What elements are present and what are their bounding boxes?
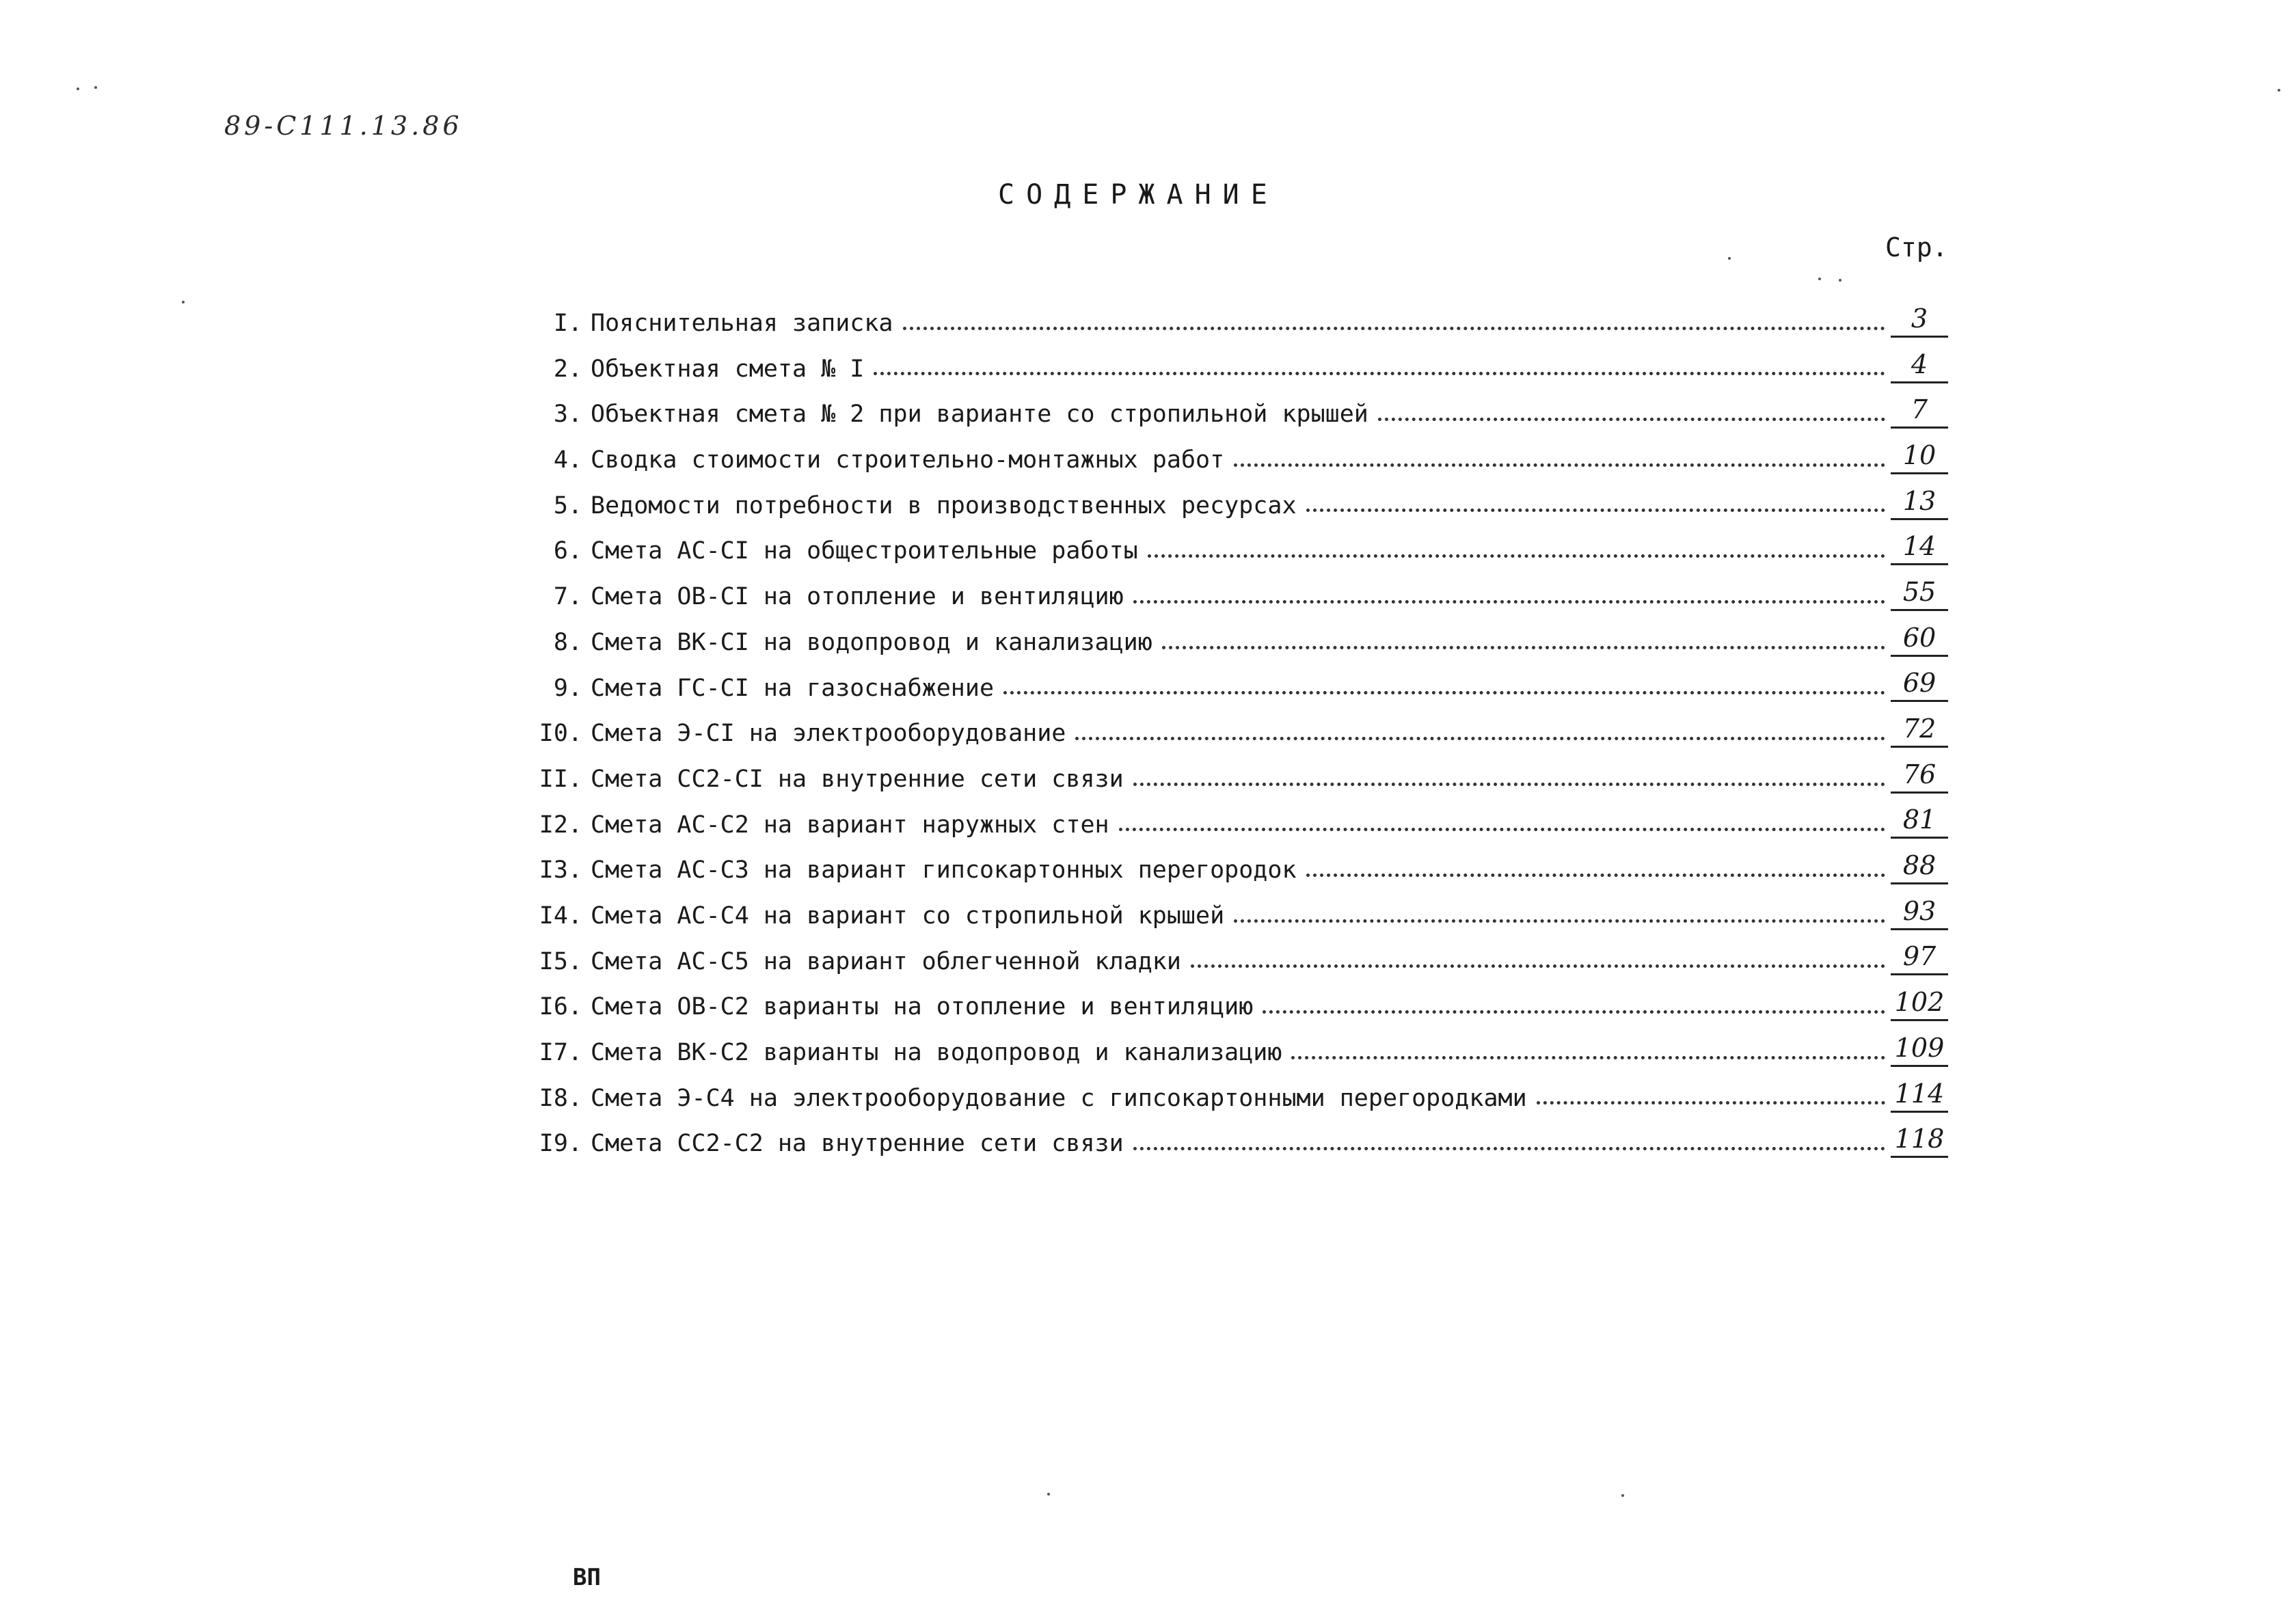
toc-entry-number: 3. — [553, 401, 582, 429]
toc-entry-title: Объектная смета № I — [591, 355, 865, 383]
scan-speck — [1839, 279, 1841, 282]
toc-entry-page: 81 — [1891, 802, 1948, 839]
toc-entry-page: 97 — [1891, 939, 1948, 975]
toc-dot-leader — [1148, 554, 1885, 558]
toc-entry-title: Смета АС-С5 на вариант облегченной кладки — [591, 947, 1181, 975]
toc-entry — [533, 1121, 1948, 1167]
toc-entry — [533, 528, 1948, 574]
toc-dot-leader — [1003, 691, 1885, 694]
toc-entry-number: 6. — [553, 537, 582, 565]
toc-entry-title: Смета ВК-СI на водопровод и канализацию — [591, 628, 1152, 656]
toc-entry-number: I0. — [539, 720, 582, 748]
toc-entry-title: Смета АС-СI на общестроительные работы — [591, 537, 1138, 565]
toc-entry — [533, 939, 1948, 985]
toc-entry-title: Смета СС2-С2 на внутренние сети связи — [591, 1130, 1124, 1158]
toc-entry-number: 5. — [553, 491, 582, 519]
toc-entry-page: 3 — [1891, 301, 1948, 338]
scan-speck — [1818, 278, 1821, 280]
toc-entry-title: Пояснительная записка — [591, 310, 893, 337]
toc-entry-page: 10 — [1891, 438, 1948, 474]
toc-entry-number: I4. — [539, 902, 582, 930]
footer-mark: ВП — [573, 1564, 601, 1591]
scan-speck — [182, 301, 185, 303]
page-title: СОДЕРЖАНИЕ — [998, 179, 1279, 211]
scan-speck — [1621, 1494, 1624, 1497]
toc-entry-number: 4. — [553, 446, 582, 474]
toc-entry — [533, 620, 1948, 666]
toc-entry-page: 4 — [1891, 347, 1948, 383]
toc-entry-page: 7 — [1891, 392, 1948, 429]
toc-entry-title: Смета ОВ-СI на отопление и вентиляцию — [591, 583, 1124, 611]
toc-entry — [533, 802, 1948, 848]
toc-entry — [533, 666, 1948, 712]
toc-entry-number: 8. — [553, 628, 582, 656]
toc-entry-number: 9. — [553, 674, 582, 702]
toc-dot-leader — [1306, 874, 1885, 877]
toc-entry — [533, 347, 1948, 392]
toc-entry-page: 114 — [1891, 1077, 1948, 1113]
toc-entry-page: 118 — [1891, 1122, 1948, 1158]
toc-entry-page: 69 — [1891, 666, 1948, 702]
toc-entry — [533, 1076, 1948, 1122]
toc-dot-leader — [874, 372, 1885, 375]
toc-entry-page: 55 — [1891, 575, 1948, 611]
toc-entry — [533, 893, 1948, 939]
toc-entry-number: I2. — [539, 811, 582, 839]
toc-entry-page: 76 — [1891, 757, 1948, 794]
toc-entry — [533, 574, 1948, 620]
toc-entry-title: Смета Э-СI на электрооборудование — [591, 720, 1066, 748]
toc-entry — [533, 301, 1948, 347]
toc-dot-leader — [1378, 418, 1885, 421]
toc-dot-leader — [1191, 964, 1885, 968]
toc-entry-title: Смета ГС-СI на газоснабжение — [591, 674, 995, 702]
toc-entry-page: 60 — [1891, 621, 1948, 657]
toc-dot-leader — [1133, 600, 1885, 604]
toc-entry-title: Сводка стоимости строительно-монтажных работ — [591, 446, 1225, 474]
toc-entry-page: 93 — [1891, 894, 1948, 930]
toc-dot-leader — [1119, 828, 1885, 831]
document-code: 89-С111.13.86 — [224, 111, 463, 141]
scan-speck — [1728, 257, 1731, 260]
scan-speck — [1047, 1493, 1050, 1496]
toc-dot-leader — [1291, 1056, 1885, 1059]
toc-entry-page: 72 — [1891, 712, 1948, 748]
toc-dot-leader — [903, 327, 1885, 330]
toc-entry-title: Смета ВК-С2 варианты на водопровод и канализацию — [591, 1039, 1282, 1066]
toc-entry — [533, 711, 1948, 757]
toc-entry — [533, 1030, 1948, 1076]
toc-entry-number: II. — [539, 765, 582, 793]
toc-entry — [533, 757, 1948, 802]
toc-entry-number: I5. — [539, 947, 582, 975]
toc-dot-leader — [1133, 783, 1885, 786]
toc-entry-number: I8. — [539, 1084, 582, 1112]
toc-entry-title: Смета АС-С2 на вариант наружных стен — [591, 811, 1109, 839]
toc-entry-title: Смета ОВ-С2 варианты на отопление и вентиляцию — [591, 993, 1254, 1021]
toc-dot-leader — [1162, 646, 1885, 649]
scan-speck — [2278, 89, 2280, 92]
toc-entry — [533, 483, 1948, 529]
toc-entry-page: 13 — [1891, 484, 1948, 520]
toc-entry-number: I. — [553, 310, 582, 337]
toc-entry-page: 14 — [1891, 529, 1948, 565]
toc-entry-number: I7. — [539, 1039, 582, 1066]
table-of-contents — [533, 301, 1948, 1167]
toc-entry-number: 2. — [553, 355, 582, 383]
toc-entry — [533, 848, 1948, 893]
toc-dot-leader — [1263, 1010, 1885, 1014]
scan-speck — [94, 86, 97, 89]
scan-speck — [77, 87, 79, 90]
toc-dot-leader — [1306, 509, 1885, 512]
toc-dot-leader — [1133, 1147, 1885, 1150]
toc-entry-title: Смета АС-С4 на вариант со стропильной крышей — [591, 902, 1225, 930]
toc-entry-title: Объектная смета № 2 при варианте со стропильной крышей — [591, 401, 1368, 429]
toc-entry-number: 7. — [553, 583, 582, 611]
toc-entry-number: I6. — [539, 993, 582, 1021]
toc-entry-page: 102 — [1891, 985, 1948, 1021]
toc-entry-page: 88 — [1891, 848, 1948, 884]
page-column-header: Стр. — [1885, 232, 1948, 262]
toc-entry — [533, 392, 1948, 437]
toc-entry-number: I9. — [539, 1130, 582, 1158]
toc-entry — [533, 984, 1948, 1030]
toc-entry-title: Смета АС-С3 на вариант гипсокартонных перегородок — [591, 856, 1297, 884]
toc-entry-page: 109 — [1891, 1031, 1948, 1067]
toc-entry-title: Ведомости потребности в производственных ресурсах — [591, 491, 1297, 519]
toc-entry-title: Смета СС2-СI на внутренние сети связи — [591, 765, 1124, 793]
toc-entry-number: I3. — [539, 856, 582, 884]
toc-entry — [533, 437, 1948, 483]
toc-entry-title: Смета Э-С4 на электрооборудование с гипсокартонными перегородками — [591, 1084, 1527, 1112]
toc-dot-leader — [1234, 919, 1885, 923]
toc-dot-leader — [1537, 1101, 1885, 1105]
toc-dot-leader — [1234, 463, 1885, 467]
toc-dot-leader — [1075, 737, 1885, 740]
